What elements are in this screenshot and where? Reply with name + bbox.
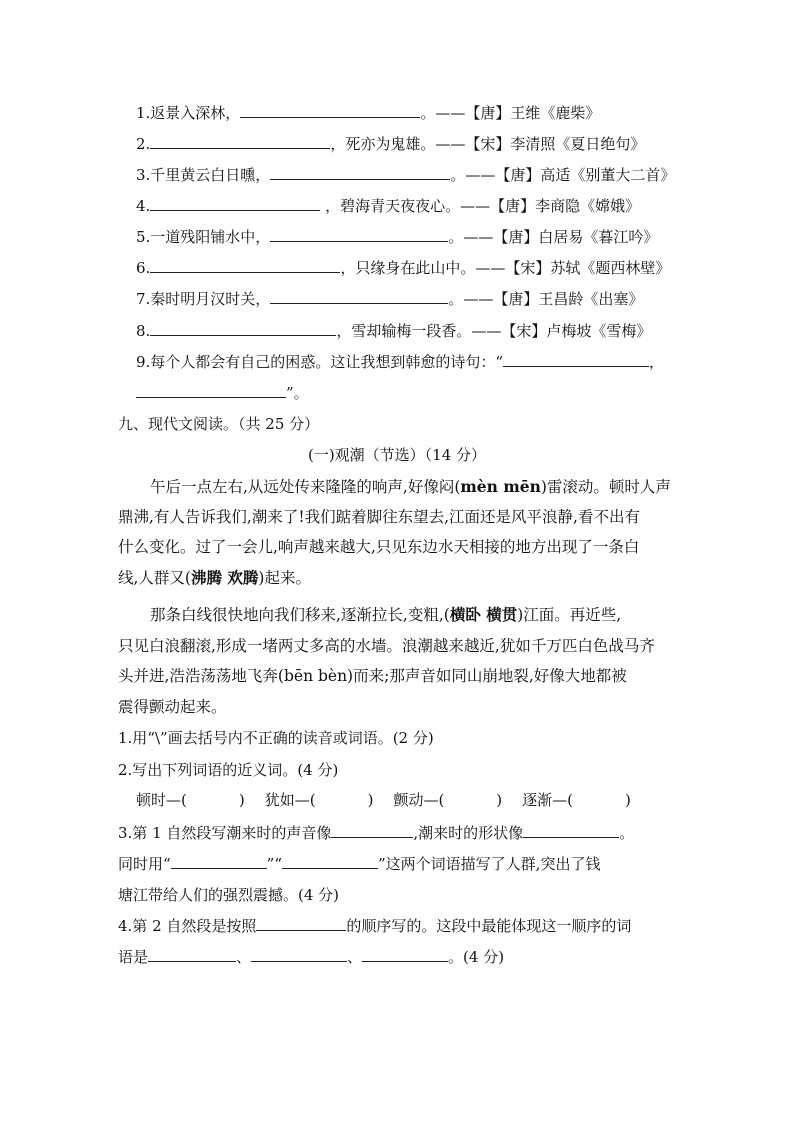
answer-blank[interactable]	[331, 822, 413, 838]
answer-blank[interactable]	[270, 226, 448, 242]
answer-blank[interactable]	[150, 195, 320, 211]
poem-text: 4.	[136, 197, 151, 215]
paragraph-1-line-3: 什么变化。过了一会儿,响声越来越大,只见东边水天相接的地方出现了一条白	[118, 538, 640, 556]
paragraph-1-line-4: 线,人群又(沸腾 欢腾)起来。	[118, 568, 311, 587]
paragraph-2-line-3: 头并进,浩浩荡荡地飞奔(bēn bèn)而来;那声音如同山崩地裂,好像大地都被	[118, 667, 627, 685]
question-text: 9.每个人都会有自己的困惑。这让我想到韩愈的诗句：“	[136, 353, 503, 371]
question-3-line-3: 塘江带给人们的强烈震撼。(4 分)	[118, 886, 340, 904]
poem-text: 2.	[136, 135, 151, 153]
answer-blank[interactable]	[282, 853, 378, 869]
bracket-option: 沸腾 欢腾	[190, 568, 259, 587]
answer-blank[interactable]	[150, 257, 340, 273]
synonym-item: 颤动—(	[393, 791, 445, 809]
comma: ，	[648, 353, 664, 371]
poem-line-1	[136, 102, 600, 124]
poem-line-4	[136, 195, 640, 217]
question-1: 1.用“\”画去括号内不正确的读音或词语。(2 分)	[118, 729, 434, 747]
poem-source: ，死亦为鬼雄。——【宋】李清照《夏日绝句》	[330, 135, 646, 153]
question-3-line-2: 同时用“ ”“ ”这两个词语描写了人群,突出了钱	[118, 855, 601, 873]
paragraph-1-line-2: 鼎沸,有人告诉我们,潮来了!我们踮着脚往东望去,江面还是风平浪静,看不出有	[118, 508, 640, 526]
paragraph-1-line-1: 午后一点左右,从远处传来隆隆的响声,好像闷(mèn mēn)雷滚动。顿时人声	[150, 477, 671, 496]
poem-source: ，雪却输梅一段香。——【宋】卢梅坡《雪梅》	[336, 322, 652, 340]
synonym-item: 逐渐—(	[522, 791, 574, 809]
question-4-line-2: 语是 、 、 。(4 分)	[118, 948, 505, 966]
poem-line-7	[136, 288, 643, 310]
answer-blank[interactable]	[270, 164, 450, 180]
poem-line-6	[136, 257, 670, 279]
poem-source: 。——【唐】白居易《暮江吟》	[448, 228, 659, 246]
answer-blank[interactable]	[240, 102, 420, 118]
poem-text: 3.千里黄云白日曛，	[136, 166, 271, 184]
paragraph-2-line-4: 震得颤动起来。	[118, 698, 227, 716]
poem-line-8	[136, 320, 651, 342]
bracket-option: 横卧 横贯	[449, 605, 518, 624]
poem-line-9	[136, 351, 664, 373]
answer-blank[interactable]	[270, 288, 448, 304]
answer-blank[interactable]	[362, 946, 448, 962]
poem-text: 6.	[136, 259, 151, 277]
answer-blank[interactable]	[523, 822, 619, 838]
poem-line-3	[136, 164, 675, 186]
passage-title: (一)观潮（节选）（14 分）	[307, 446, 487, 464]
synonym-item: 犹如—(	[264, 791, 316, 809]
poem-source: ，碧海青天夜夜心。——【唐】李商隐《嫦娥》	[320, 197, 641, 215]
question-4: 4.第 2 自然段是按照 的顺序写的。这段中最能体现这一顺序的词	[118, 917, 632, 935]
answer-blank[interactable]	[136, 382, 286, 398]
poem-line-2	[136, 133, 645, 155]
poem-source: ，只缘身在此山中。——【宋】苏轼《题西林壁》	[340, 259, 671, 277]
question-3: 3.第 1 自然段写潮来时的声音像 ,潮来时的形状像 。	[118, 824, 635, 842]
paragraph-2-line-1: 那条白线很快地向我们移来,逐渐拉长,变粗,(横卧 横贯)江面。再近些,	[150, 605, 622, 624]
section-title: 九、现代文阅读。（共 25 分）	[118, 415, 320, 433]
poem-text: 1.返景入深林，	[136, 104, 241, 122]
synonym-item: 顿时—(	[136, 791, 187, 809]
synonym-row: 顿时—( ) 犹如—( ) 颤动—( ) 逐渐—( )	[136, 791, 631, 809]
bracket-option: mèn mēn	[460, 477, 541, 496]
answer-blank[interactable]	[171, 853, 267, 869]
poem-source: 。——【唐】王昌龄《出塞》	[448, 290, 644, 308]
answer-blank[interactable]	[148, 946, 236, 962]
poem-source: 。——【唐】王维《鹿柴》	[420, 104, 601, 122]
question-2: 2.写出下列词语的近义词。(4 分)	[118, 761, 339, 779]
poem-line-9-cont	[136, 382, 309, 404]
paragraph-2-line-2: 只见白浪翻滚,形成一堵两丈多高的水墙。浪潮越来越近,犹如千万匹白色战马齐	[118, 637, 655, 655]
answer-blank[interactable]	[150, 320, 336, 336]
answer-blank[interactable]	[256, 915, 346, 931]
poem-text: 5.一道残阳铺水中，	[136, 228, 271, 246]
poem-line-5	[136, 226, 658, 248]
answer-blank[interactable]	[251, 946, 347, 962]
closing-quote: ”。	[286, 384, 309, 402]
answer-blank[interactable]	[150, 133, 330, 149]
poem-text: 8.	[136, 322, 151, 340]
answer-blank[interactable]	[503, 351, 649, 367]
poem-source: 。——【唐】高适《别董大二首》	[450, 166, 676, 184]
poem-text: 7.秦时明月汉时关，	[136, 290, 271, 308]
